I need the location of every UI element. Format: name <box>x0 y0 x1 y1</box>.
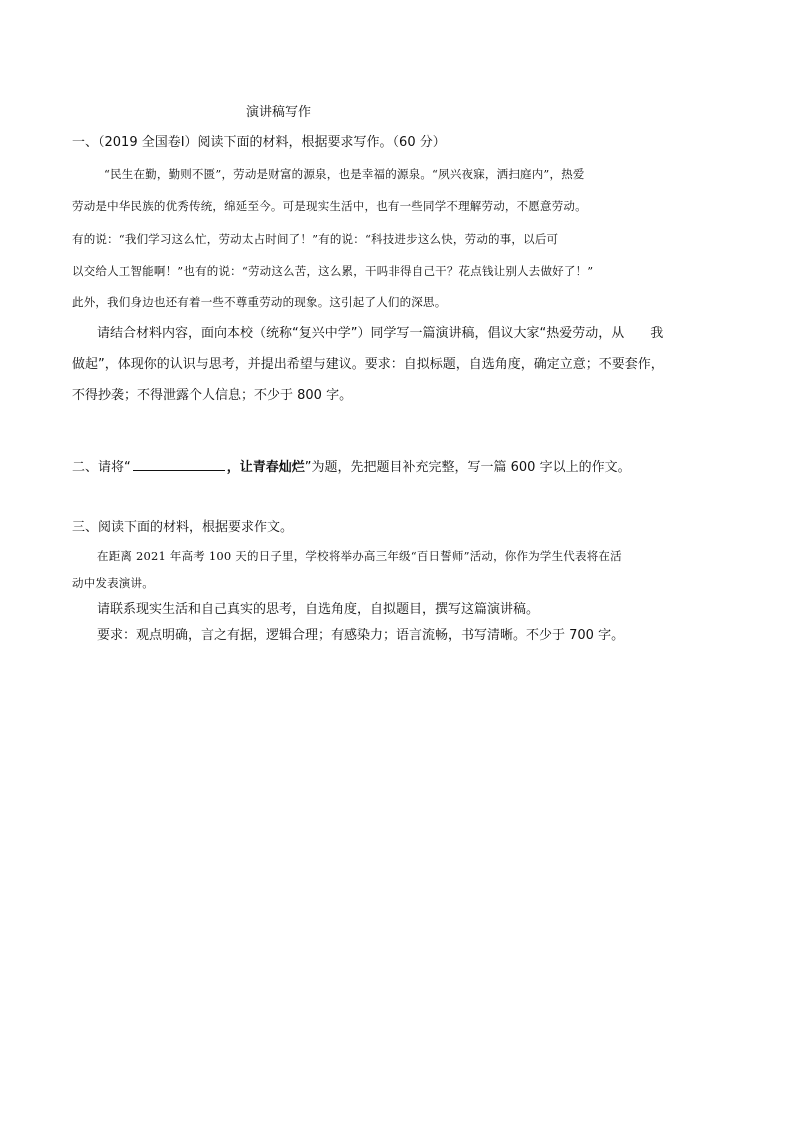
q1-task-line-2: 做起”，体现你的认识与思考，并提出希望与建议。要求：自拟标题，自选角度，确定立意；不要套作， <box>72 357 664 372</box>
question-3-heading: 三、阅读下面的材料，根据要求作文。 <box>72 520 294 535</box>
q2-bold-title: ，让青春灿烂 <box>226 460 305 475</box>
q1-material-line-3: 有的说：“我们学习这么忙，劳动太占时间了！”有的说：“科技进步这么快，劳动的事，以后可 <box>72 232 559 246</box>
q1-task-line-1: 请结合材料内容，面向本校（统称“复兴中学”）同学写一篇演讲稿，倡议大家“热爱劳动，从 我 <box>97 326 664 341</box>
q3-material-line-2: 动中发表演讲。 <box>72 576 154 590</box>
q1-material-line-1: “民生在勤，勤则不匮”，劳动是财富的源泉，也是幸福的源泉。“夙兴夜寐，洒扫庭内”，热爱 <box>104 167 585 181</box>
q3-requirement: 要求：观点明确，言之有据，逻辑合理；有感染力；语言流畅，书写清晰。不少于 700 字。 <box>97 628 625 643</box>
q1-task-line-3: 不得抄袭；不得泄露个人信息；不少于 800 字。 <box>72 388 353 403</box>
q2-fill-blank <box>133 458 225 471</box>
q1-material-line-5: 此外，我们身边也还有着一些不尊重劳动的现象。这引起了人们的深思。 <box>72 295 447 309</box>
q3-material-line-1: 在距离 2021 年高考 100 天的日子里，学校将举办高三年级“百日誓师”活动，你作为学生代表将在活 <box>97 549 622 563</box>
q2-prefix: 二、请将“ <box>72 460 131 475</box>
q1-material-line-4: 以交给人工智能啊！”也有的说：“劳动这么苦，这么累，干吗非得自己干？花点钱让别人去做好了！” <box>72 264 594 278</box>
q3-task: 请联系现实生活和自己真实的思考，自选角度，自拟题目，撰写这篇演讲稿。 <box>97 602 540 617</box>
question-1-heading: 一、（2019 全国卷Ⅰ）阅读下面的材料，根据要求写作。（60 分） <box>72 135 446 150</box>
page-title: 演讲稿写作 <box>246 105 312 120</box>
q1-material-line-2: 劳动是中华民族的优秀传统，绵延至今。可是现实生活中，也有一些同学不理解劳动，不愿意劳动。 <box>72 199 587 213</box>
q2-suffix: ”为题，先把题目补充完整，写一篇 600 字以上的作文。 <box>304 460 631 475</box>
question-2-line <box>72 458 631 477</box>
